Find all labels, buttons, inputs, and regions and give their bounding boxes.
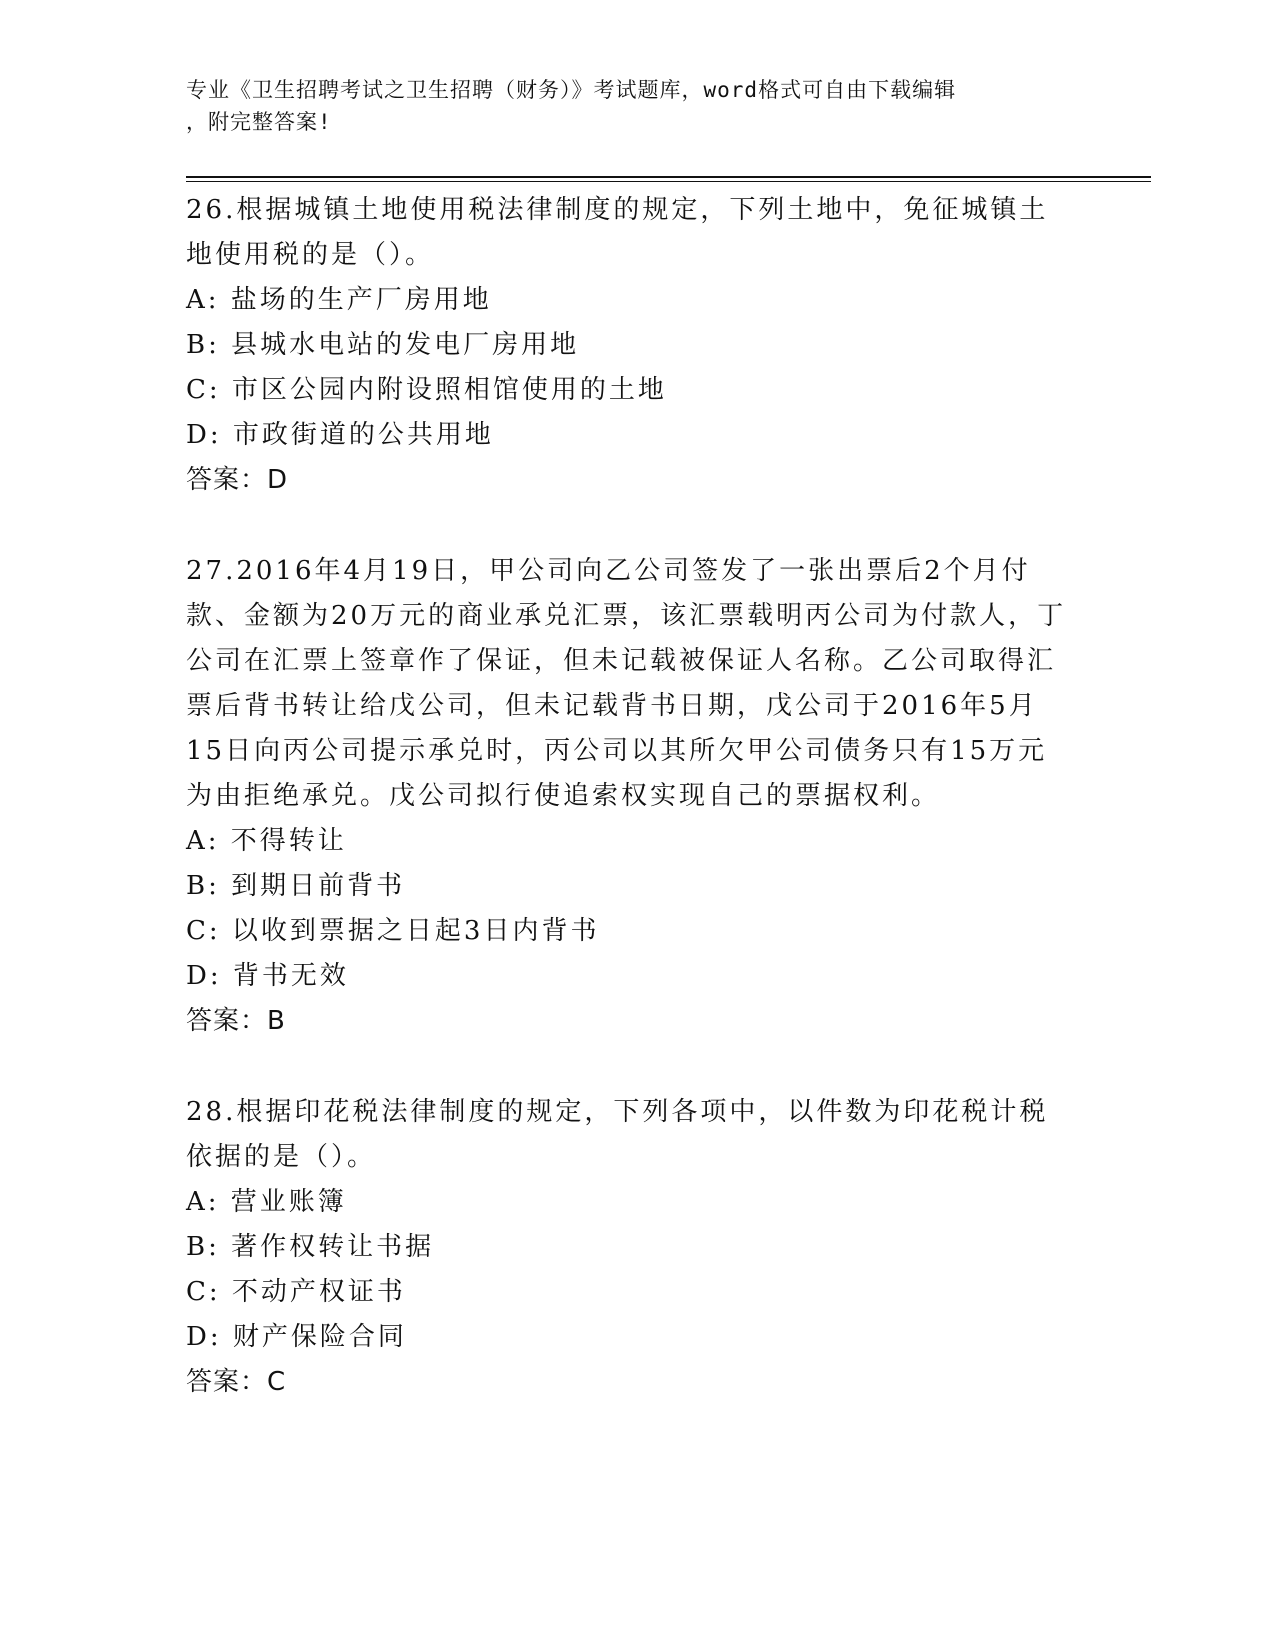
question-stem: 28.根据印花税法律制度的规定，下列各项中，以件数为印花税计税依据的是（）。 [186,1097,1049,1172]
answer-label: 答案：B [186,1006,286,1036]
answer-label: 答案：C [186,1367,287,1397]
option-b: B: 著作权转让书据 [186,1232,435,1262]
question-stem: 27.2016年4月19日，甲公司向乙公司签发了一张出票后2个月付款、金额为20万元的商业承兑汇票，该汇票载明丙公司为付款人，丁公司在汇票上签章作了保证，但未记载被保证人名称。乙公司取得汇票后背书转让给戊公司，但未记载背书日期，戊公司于2016年5月15日向丙公司提示承兑时，丙公司以其所欠甲公司债务只有15万元为由拒绝承兑。戊公司拟行使追索权实现自己的票据权利。 [186,556,1067,811]
question-27 [186,549,1071,1044]
option-c: C: 以收到票据之日起3日内背书 [186,916,600,946]
answer-label: 答案：D [186,465,289,495]
document-header [186,74,1066,138]
question-28 [186,1090,1071,1405]
question-26 [186,188,1071,503]
option-a: A: 不得转让 [186,826,347,856]
header-title-line-1: 专业《卫生招聘考试之卫生招聘（财务）》考试题库，word格式可自由下载编辑 [186,78,957,102]
question-list [186,188,1071,1451]
option-d: D: 市政街道的公共用地 [186,420,494,450]
option-d: D: 财产保险合同 [186,1322,407,1352]
option-a: A: 营业账簿 [186,1187,347,1217]
option-a: A: 盐场的生产厂房用地 [186,285,492,315]
option-c: C: 市区公园内附设照相馆使用的土地 [186,375,667,405]
header-divider-thin [186,181,1151,182]
option-d: D: 背书无效 [186,961,349,991]
option-b: B: 到期日前背书 [186,871,406,901]
option-c: C: 不动产权证书 [186,1277,406,1307]
question-stem: 26.根据城镇土地使用税法律制度的规定，下列土地中，免征城镇土地使用税的是（）。 [186,195,1049,270]
header-divider-thick [186,176,1151,178]
option-b: B: 县城水电站的发电厂房用地 [186,330,580,360]
header-title-line-2: ，附完整答案! [186,110,332,134]
